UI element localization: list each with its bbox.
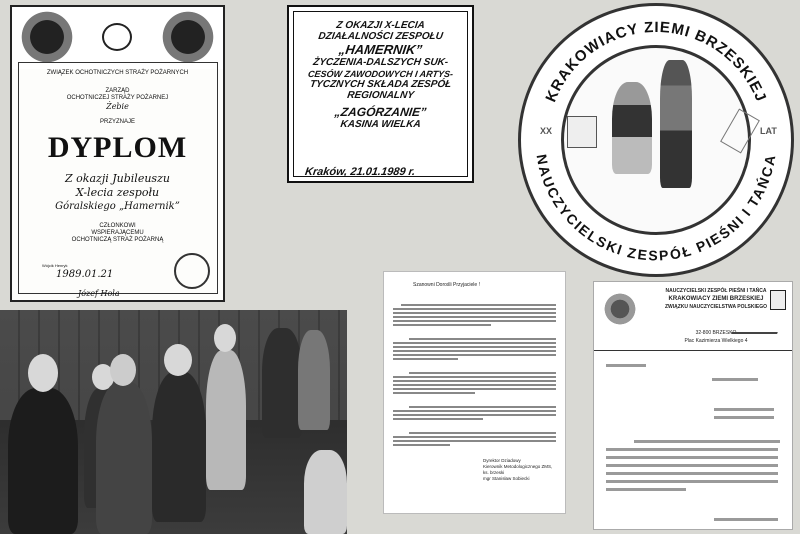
letter-signature-name: mgr Stanisław Sobiecki bbox=[483, 476, 530, 481]
group-photo bbox=[0, 310, 347, 534]
diploma-date: 1989.01.21 bbox=[56, 269, 114, 280]
card-line-hamernik: „HAMERNIK” bbox=[337, 42, 424, 57]
typed-letter bbox=[383, 271, 566, 514]
card-line: ŻYCZENIA-DALSZYCH SUK- bbox=[312, 57, 449, 68]
emblem-right-badge: LAT bbox=[760, 126, 777, 136]
man-in-suit-figure bbox=[8, 388, 78, 534]
emblem-top-text: KRAKOWIACY ZIEMI BRZESKIEJ bbox=[542, 18, 770, 105]
letterhead-document bbox=[593, 281, 793, 530]
diploma-title: DYPLOM bbox=[47, 131, 188, 164]
uniformed-man-figure bbox=[152, 372, 206, 522]
eagle-coat-of-arms-icon bbox=[567, 116, 597, 148]
diploma-hand-line3: Góralskiego „Hamernik” bbox=[55, 201, 180, 212]
letterhead-line3: ZWIĄZKU NAUCZYCIELSTWA POLSKIEGO bbox=[664, 304, 768, 310]
diploma-hand-line2: X-lecia zespołu bbox=[75, 186, 160, 199]
left-wreath-ornament bbox=[16, 9, 78, 65]
fire-brigade-emblem-icon bbox=[102, 23, 132, 51]
background-folk-figure bbox=[298, 330, 330, 430]
letter-signature-block bbox=[483, 458, 556, 482]
letterhead-line2: KRAKOWIACY ZIEMI BRZESKIEJ bbox=[668, 296, 764, 302]
card-place-date: Kraków, 21.01.1989 r. bbox=[304, 166, 417, 178]
anniversary-card bbox=[287, 5, 474, 183]
diploma-signature-name: Wójcik Henryk bbox=[42, 263, 68, 268]
crest-icon bbox=[770, 290, 786, 310]
dancer-man-figure bbox=[660, 60, 692, 188]
diploma-document bbox=[10, 5, 225, 302]
letter-body bbox=[393, 304, 556, 446]
man-head bbox=[28, 354, 58, 392]
dancer-woman-figure bbox=[612, 82, 652, 174]
card-line: Z OKAZJI X-LECIA bbox=[335, 20, 426, 31]
man-in-light-shirt-figure bbox=[206, 350, 246, 490]
seated-person-figure bbox=[304, 450, 347, 534]
diploma-member-line1: CZŁONKOWI bbox=[99, 223, 136, 229]
man-light-head bbox=[214, 324, 236, 352]
card-line-zagorzanie: „ZAGÓRZANIE” bbox=[333, 105, 428, 119]
diploma-header-band bbox=[12, 7, 223, 69]
uniformed-head bbox=[164, 344, 192, 376]
letterhead-rule bbox=[594, 350, 792, 351]
letterhead-address1: 32-800 BRZESKO bbox=[695, 330, 737, 336]
diploma-board-line2: OCHOTNICZEJ STRAŻY POŻARNEJ bbox=[66, 95, 169, 101]
letterhead-address2: Plac Kazimierza Wielkiego 4 bbox=[684, 338, 748, 344]
diploma-association: ZWIĄZEK OCHOTNICZYCH STRAŻY POŻARNYCH bbox=[46, 70, 189, 76]
letter-salutation: Szanowni Dorośli Przyjaciele ! bbox=[413, 282, 480, 288]
diploma-board: ZARZĄD bbox=[105, 88, 130, 94]
letter-signature-role: Dyrektor Dziadowy bbox=[483, 458, 521, 463]
right-wreath-ornament bbox=[157, 9, 219, 65]
diploma-awards: PRZYZNAJE bbox=[99, 119, 135, 125]
diploma-member-line2: WSPIERAJĄCEMU bbox=[91, 230, 144, 236]
card-line: TYCZNYCH SKŁADA ZESPÓŁ bbox=[309, 79, 452, 90]
costumed-dancer-figure bbox=[96, 382, 152, 534]
card-line: CESÓW ZAWODOWYCH I ARTYS- bbox=[307, 69, 454, 79]
diploma-signature-right: Józef Hola bbox=[78, 289, 120, 298]
card-line: DZIAŁALNOŚCI ZESPOŁU bbox=[317, 31, 444, 42]
diploma-hand-line1: Z okazji Jubileuszu bbox=[65, 172, 170, 185]
diploma-place: Żebie bbox=[106, 102, 129, 111]
folk-beads-illustration bbox=[598, 288, 642, 330]
letterhead-line1: NAUCZYCIELSKI ZESPÓŁ PIEŚNI I TAŃCA bbox=[665, 288, 767, 294]
background-man-figure bbox=[262, 328, 302, 438]
round-stamp bbox=[174, 253, 210, 289]
dancer-head bbox=[110, 354, 136, 386]
diploma-member-line3: OCHOTNICZĄ STRAŻ POŻARNĄ bbox=[71, 237, 164, 243]
letter-signature-org: Kierownik Metodologicznego ZMS, ks. brzeski bbox=[483, 464, 553, 475]
emblem-bottom-text: NAUCZYCIELSKI ZESPÓŁ PIEŚNI I TAŃCA bbox=[533, 153, 779, 264]
card-line: KASINA WIELKA bbox=[339, 119, 422, 130]
logo-signature-mark bbox=[731, 318, 783, 334]
card-line: REGIONALNY bbox=[346, 90, 415, 101]
emblem-left-badge: XX bbox=[540, 126, 553, 136]
